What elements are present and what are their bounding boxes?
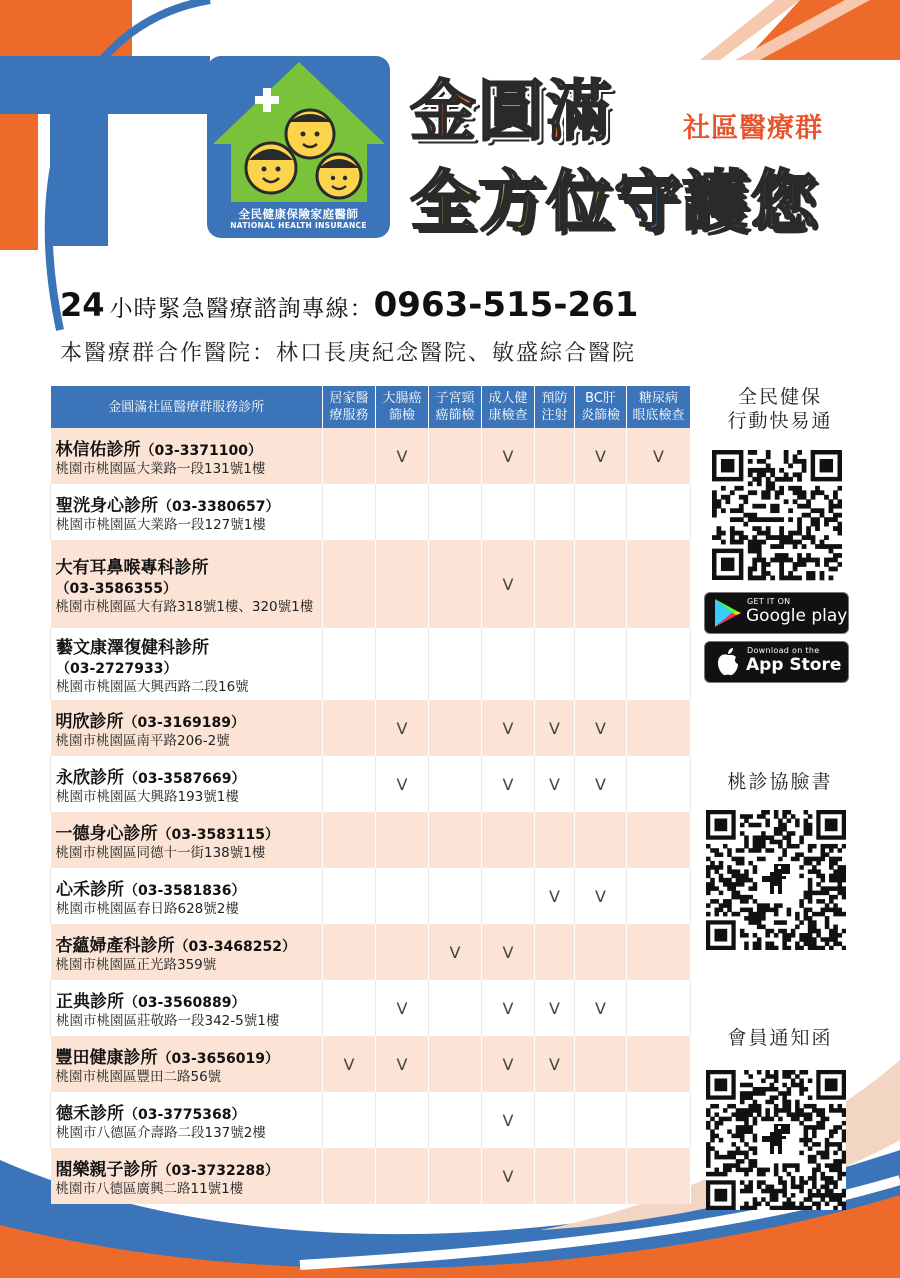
clinic-phone[interactable]: （03-3586355）: [55, 580, 177, 597]
slogan-blue: 守護您: [614, 163, 818, 240]
check-mark: V: [595, 886, 606, 906]
header-service: [575, 386, 627, 428]
clinic-phone[interactable]: （03-3581836）: [124, 882, 246, 899]
google-play-icon: [712, 597, 742, 629]
clinic-info: [51, 428, 323, 484]
clinic-name: 德禾診所: [56, 1103, 124, 1124]
dinosaur-icon: [762, 1124, 790, 1154]
table-row: [51, 484, 691, 540]
clinic-phone[interactable]: （03-2727933）: [56, 660, 178, 677]
clinic-info: [51, 700, 323, 756]
service-cell: [376, 1092, 429, 1148]
header-text: 眼底檢查: [632, 408, 685, 423]
service-cell: [429, 756, 482, 812]
check-mark: V: [549, 998, 560, 1018]
service-cell: [535, 1092, 575, 1148]
service-cell: [323, 428, 376, 484]
service-cell: [482, 980, 535, 1036]
qr-code-icon[interactable]: [706, 1070, 846, 1210]
check-mark: V: [549, 886, 560, 906]
check-mark: V: [396, 1054, 408, 1074]
service-cell: [376, 924, 429, 980]
clinic-address: 桃園市桃園區正光路359號: [55, 956, 217, 973]
clinic-address: 桃園市八德區廣興二路11號1樓: [55, 1180, 244, 1197]
clinic-address: 桃園市桃園區豐田二路56號: [55, 1068, 222, 1085]
check-mark: V: [502, 574, 514, 594]
app-store-small-text: Download on the: [747, 646, 820, 655]
clinic-phone[interactable]: （03-3169189）: [123, 714, 245, 731]
service-cell: [323, 540, 376, 628]
service-cell: [482, 628, 535, 700]
table-row: [51, 700, 691, 756]
clinic-info: [51, 628, 323, 700]
clinic-name: 豐田健康診所: [55, 1047, 158, 1068]
table-row: [51, 812, 691, 868]
service-cell: [429, 1148, 482, 1204]
dinosaur-icon: [762, 864, 790, 894]
header-service: [482, 386, 535, 428]
service-cell: [535, 540, 575, 628]
clinic-info: [51, 980, 323, 1036]
header-text: 炎篩檢: [580, 408, 620, 423]
clinic-info: [51, 868, 323, 924]
table-header-row: [51, 386, 691, 428]
check-mark: V: [502, 1054, 514, 1074]
service-cell: [535, 1148, 575, 1204]
check-mark: V: [396, 718, 408, 738]
service-cell: [323, 1092, 376, 1148]
clinic-info: [51, 924, 323, 980]
service-cell: [429, 1092, 482, 1148]
table-row: [51, 924, 691, 980]
service-cell: [376, 1148, 429, 1204]
slogan-green: 全方位: [410, 163, 614, 240]
service-cell: [376, 428, 429, 484]
qr-code-icon[interactable]: [712, 450, 842, 584]
clinic-name: 大有耳鼻喉專科診所: [55, 557, 209, 578]
main-title: 金圓滿: [410, 73, 614, 150]
clinic-name: 心禾診所: [56, 879, 124, 900]
hotline: [60, 285, 638, 325]
header-text: 大腸癌: [382, 391, 422, 406]
service-cell: [535, 924, 575, 980]
clinic-name: 閤樂親子診所: [55, 1159, 158, 1180]
check-mark: V: [595, 998, 606, 1018]
service-cell: [323, 484, 376, 540]
check-mark: V: [549, 718, 560, 738]
clinic-name: 正典診所: [56, 991, 124, 1012]
clinic-phone[interactable]: （03-3560889）: [124, 994, 246, 1011]
service-cell: [575, 484, 627, 540]
clinic-phone[interactable]: （03-3732288）: [157, 1162, 279, 1179]
check-mark: V: [502, 774, 514, 794]
clinic-name: 藝文康澤復健科診所: [56, 637, 209, 658]
service-cell: [575, 1036, 627, 1092]
check-mark: V: [653, 446, 664, 466]
service-cell: [627, 428, 691, 484]
service-cell: [376, 540, 429, 628]
header-text: 癌篩檢: [435, 408, 475, 423]
table-row: [51, 428, 691, 484]
service-cell: [376, 812, 429, 868]
clinic-phone[interactable]: （03-3775368）: [124, 1106, 246, 1123]
logo-text-chinese: 全民健康保險家庭醫師: [238, 207, 359, 221]
service-cell: [627, 540, 691, 628]
table-body: [51, 428, 691, 1204]
member-notice-qr-title: 會員通知函: [727, 1027, 833, 1049]
header-text: 預防: [541, 391, 568, 406]
service-cell: [429, 1036, 482, 1092]
qr-code-icon[interactable]: [706, 810, 846, 950]
check-mark: V: [502, 718, 514, 738]
service-cell: [323, 700, 376, 756]
check-mark: V: [502, 998, 514, 1018]
clinic-info: [51, 484, 323, 540]
clinic-phone[interactable]: （03-3371100）: [140, 442, 262, 459]
clinic-phone[interactable]: （03-3656019）: [157, 1050, 279, 1067]
header-text: 康檢查: [488, 408, 528, 423]
header-text: 糖尿病: [638, 391, 678, 406]
service-cell: [575, 756, 627, 812]
header-clinic: [51, 386, 323, 428]
service-cell: [575, 1148, 627, 1204]
clinic-address: 桃園市桃園區莊敬路一段342-5號1樓: [56, 1012, 280, 1029]
sub-title: 社區醫療群: [683, 113, 823, 144]
service-cell: [575, 628, 627, 700]
partner-hospitals: 本醫療群合作醫院：林口長庚紀念醫院、敏盛綜合醫院: [60, 341, 637, 366]
service-cell: [575, 924, 627, 980]
check-mark: V: [502, 1110, 514, 1130]
logo-text-english: NATIONAL HEALTH INSURANCE: [230, 221, 367, 230]
service-cell: [627, 1148, 691, 1204]
check-mark: V: [502, 942, 514, 962]
app-store-button[interactable]: [704, 641, 849, 683]
header-text: 成人健: [488, 391, 528, 406]
clinic-address: 桃園市桃園區大業路一段131號1樓: [55, 460, 266, 477]
clinic-name: 永欣診所: [56, 767, 124, 788]
service-cell: [627, 756, 691, 812]
service-cell: [627, 628, 691, 700]
service-cell: [535, 868, 575, 924]
check-mark: V: [396, 446, 408, 466]
header-text: BC肝: [585, 391, 616, 406]
clinic-address: 桃園市桃園區南平路206-2號: [55, 732, 230, 749]
service-cell: [575, 980, 627, 1036]
service-cell: [429, 628, 482, 700]
header-service: [429, 386, 482, 428]
clinic-info: [51, 812, 323, 868]
clinic-address: 桃園市桃園區春日路628號2樓: [56, 900, 239, 917]
header-service: [323, 386, 376, 428]
table-row: [51, 756, 691, 812]
service-cell: [575, 540, 627, 628]
service-cell: [429, 700, 482, 756]
service-cell: [429, 540, 482, 628]
service-cell: [323, 1148, 376, 1204]
table-row: [51, 1036, 691, 1092]
header-service: [535, 386, 575, 428]
table-row: [51, 1092, 691, 1148]
service-cell: [323, 868, 376, 924]
facebook-qr-title: 桃診協臉書: [727, 771, 833, 793]
service-cell: [429, 484, 482, 540]
service-cell: [323, 1036, 376, 1092]
clinic-services-table: [50, 386, 691, 1204]
service-cell: [575, 868, 627, 924]
table-row: [51, 628, 691, 700]
clinic-name: 林信佑診所: [55, 439, 141, 460]
nhi-app-title-line2: 行動快易通: [727, 410, 833, 432]
service-cell: [535, 980, 575, 1036]
clinic-phone[interactable]: （03-3587669）: [124, 770, 246, 787]
check-mark: V: [502, 1166, 514, 1186]
hotline-number[interactable]: 0963-515-261: [373, 285, 639, 325]
service-cell: [575, 812, 627, 868]
table-row: [51, 980, 691, 1036]
service-cell: [323, 980, 376, 1036]
google-play-small-text: GET IT ON: [747, 597, 791, 606]
service-cell: [376, 484, 429, 540]
header-text: 子宮頸: [435, 391, 475, 406]
clinic-address: 桃園市桃園區大興路193號1樓: [56, 788, 239, 805]
service-cell: [627, 868, 691, 924]
header-text: 療服務: [329, 408, 369, 423]
clinic-info: [51, 756, 323, 812]
service-cell: [482, 700, 535, 756]
clinic-address: 桃園市桃園區同德十一街138號1樓: [55, 844, 266, 861]
service-cell: [627, 980, 691, 1036]
clinic-name: 明欣診所: [55, 711, 124, 732]
slogan: [410, 148, 818, 243]
service-cell: [323, 756, 376, 812]
service-cell: [323, 812, 376, 868]
service-cell: [482, 1036, 535, 1092]
check-mark: V: [343, 1054, 355, 1074]
service-cell: [323, 924, 376, 980]
clinic-name: 一德身心診所: [55, 823, 158, 844]
clinic-name: 杏蘊婦產科診所: [55, 935, 175, 956]
service-cell: [482, 812, 535, 868]
service-cell: [376, 980, 429, 1036]
service-cell: [535, 700, 575, 756]
service-cell: [627, 700, 691, 756]
check-mark: V: [595, 446, 606, 466]
service-cell: [627, 924, 691, 980]
table-row: [51, 1148, 691, 1204]
service-cell: [429, 980, 482, 1036]
service-cell: [535, 756, 575, 812]
service-cell: [482, 868, 535, 924]
clinic-info: [51, 1036, 323, 1092]
check-mark: V: [595, 774, 606, 794]
check-mark: V: [549, 1054, 560, 1074]
apple-icon: [715, 647, 741, 677]
service-cell: [429, 868, 482, 924]
service-cell: [535, 628, 575, 700]
hotline-24: 24: [60, 286, 105, 324]
clinic-phone[interactable]: （03-3583115）: [157, 826, 279, 843]
header-text: 金圓滿社區醫療群服務診所: [108, 399, 265, 415]
clinic-info: [51, 1092, 323, 1148]
service-cell: [575, 1092, 627, 1148]
service-cell: [376, 628, 429, 700]
service-cell: [482, 540, 535, 628]
header-text: 注射: [541, 408, 568, 423]
header-text: 篩檢: [388, 408, 415, 423]
service-cell: [323, 628, 376, 700]
service-cell: [535, 484, 575, 540]
service-cell: [482, 924, 535, 980]
service-cell: [482, 1148, 535, 1204]
service-cell: [429, 812, 482, 868]
hotline-label: 小時緊急醫療諮詢專線：: [109, 296, 374, 322]
service-cell: [535, 1036, 575, 1092]
clinic-phone[interactable]: （03-3468252）: [174, 938, 296, 955]
nhi-app-title-line1: 全民健保: [737, 386, 822, 408]
header-service: [627, 386, 691, 428]
check-mark: V: [396, 998, 408, 1018]
service-cell: [376, 756, 429, 812]
service-cell: [482, 428, 535, 484]
clinic-address: 桃園市桃園區大業路一段127號1樓: [56, 516, 266, 533]
service-cell: [575, 700, 627, 756]
service-cell: [482, 484, 535, 540]
check-mark: V: [502, 446, 514, 466]
service-cell: [482, 756, 535, 812]
header-text: 居家醫: [329, 391, 369, 406]
clinic-info: [51, 540, 323, 628]
service-cell: [535, 428, 575, 484]
service-cell: [376, 1036, 429, 1092]
check-mark: V: [595, 718, 606, 738]
service-cell: [627, 812, 691, 868]
service-cell: [627, 484, 691, 540]
table-row: [51, 540, 691, 628]
clinic-address: 桃園市桃園區大興西路二段16號: [56, 678, 249, 695]
table-row: [51, 868, 691, 924]
service-cell: [482, 1092, 535, 1148]
nhi-app-title: [707, 385, 853, 433]
check-mark: V: [449, 942, 461, 962]
service-cell: [429, 924, 482, 980]
google-play-button[interactable]: [704, 592, 849, 634]
service-cell: [575, 428, 627, 484]
header-service: [376, 386, 429, 428]
service-cell: [627, 1092, 691, 1148]
service-cell: [627, 1036, 691, 1092]
google-play-big-text: Google play: [746, 606, 848, 626]
clinic-address: 桃園市八德區介壽路二段137號2樓: [56, 1124, 266, 1141]
service-cell: [429, 428, 482, 484]
clinic-name: 聖洸身心診所: [56, 495, 158, 516]
nhi-family-doctor-logo: [207, 56, 390, 238]
app-store-big-text: App Store: [746, 655, 842, 675]
clinic-phone[interactable]: （03-3380657）: [158, 498, 280, 515]
service-cell: [376, 700, 429, 756]
clinic-info: [51, 1148, 323, 1204]
clinic-address: 桃園市桃園區大有路318號1樓、320號1樓: [55, 598, 314, 615]
check-mark: V: [549, 774, 560, 794]
service-cell: [376, 868, 429, 924]
service-cell: [535, 812, 575, 868]
check-mark: V: [396, 774, 408, 794]
